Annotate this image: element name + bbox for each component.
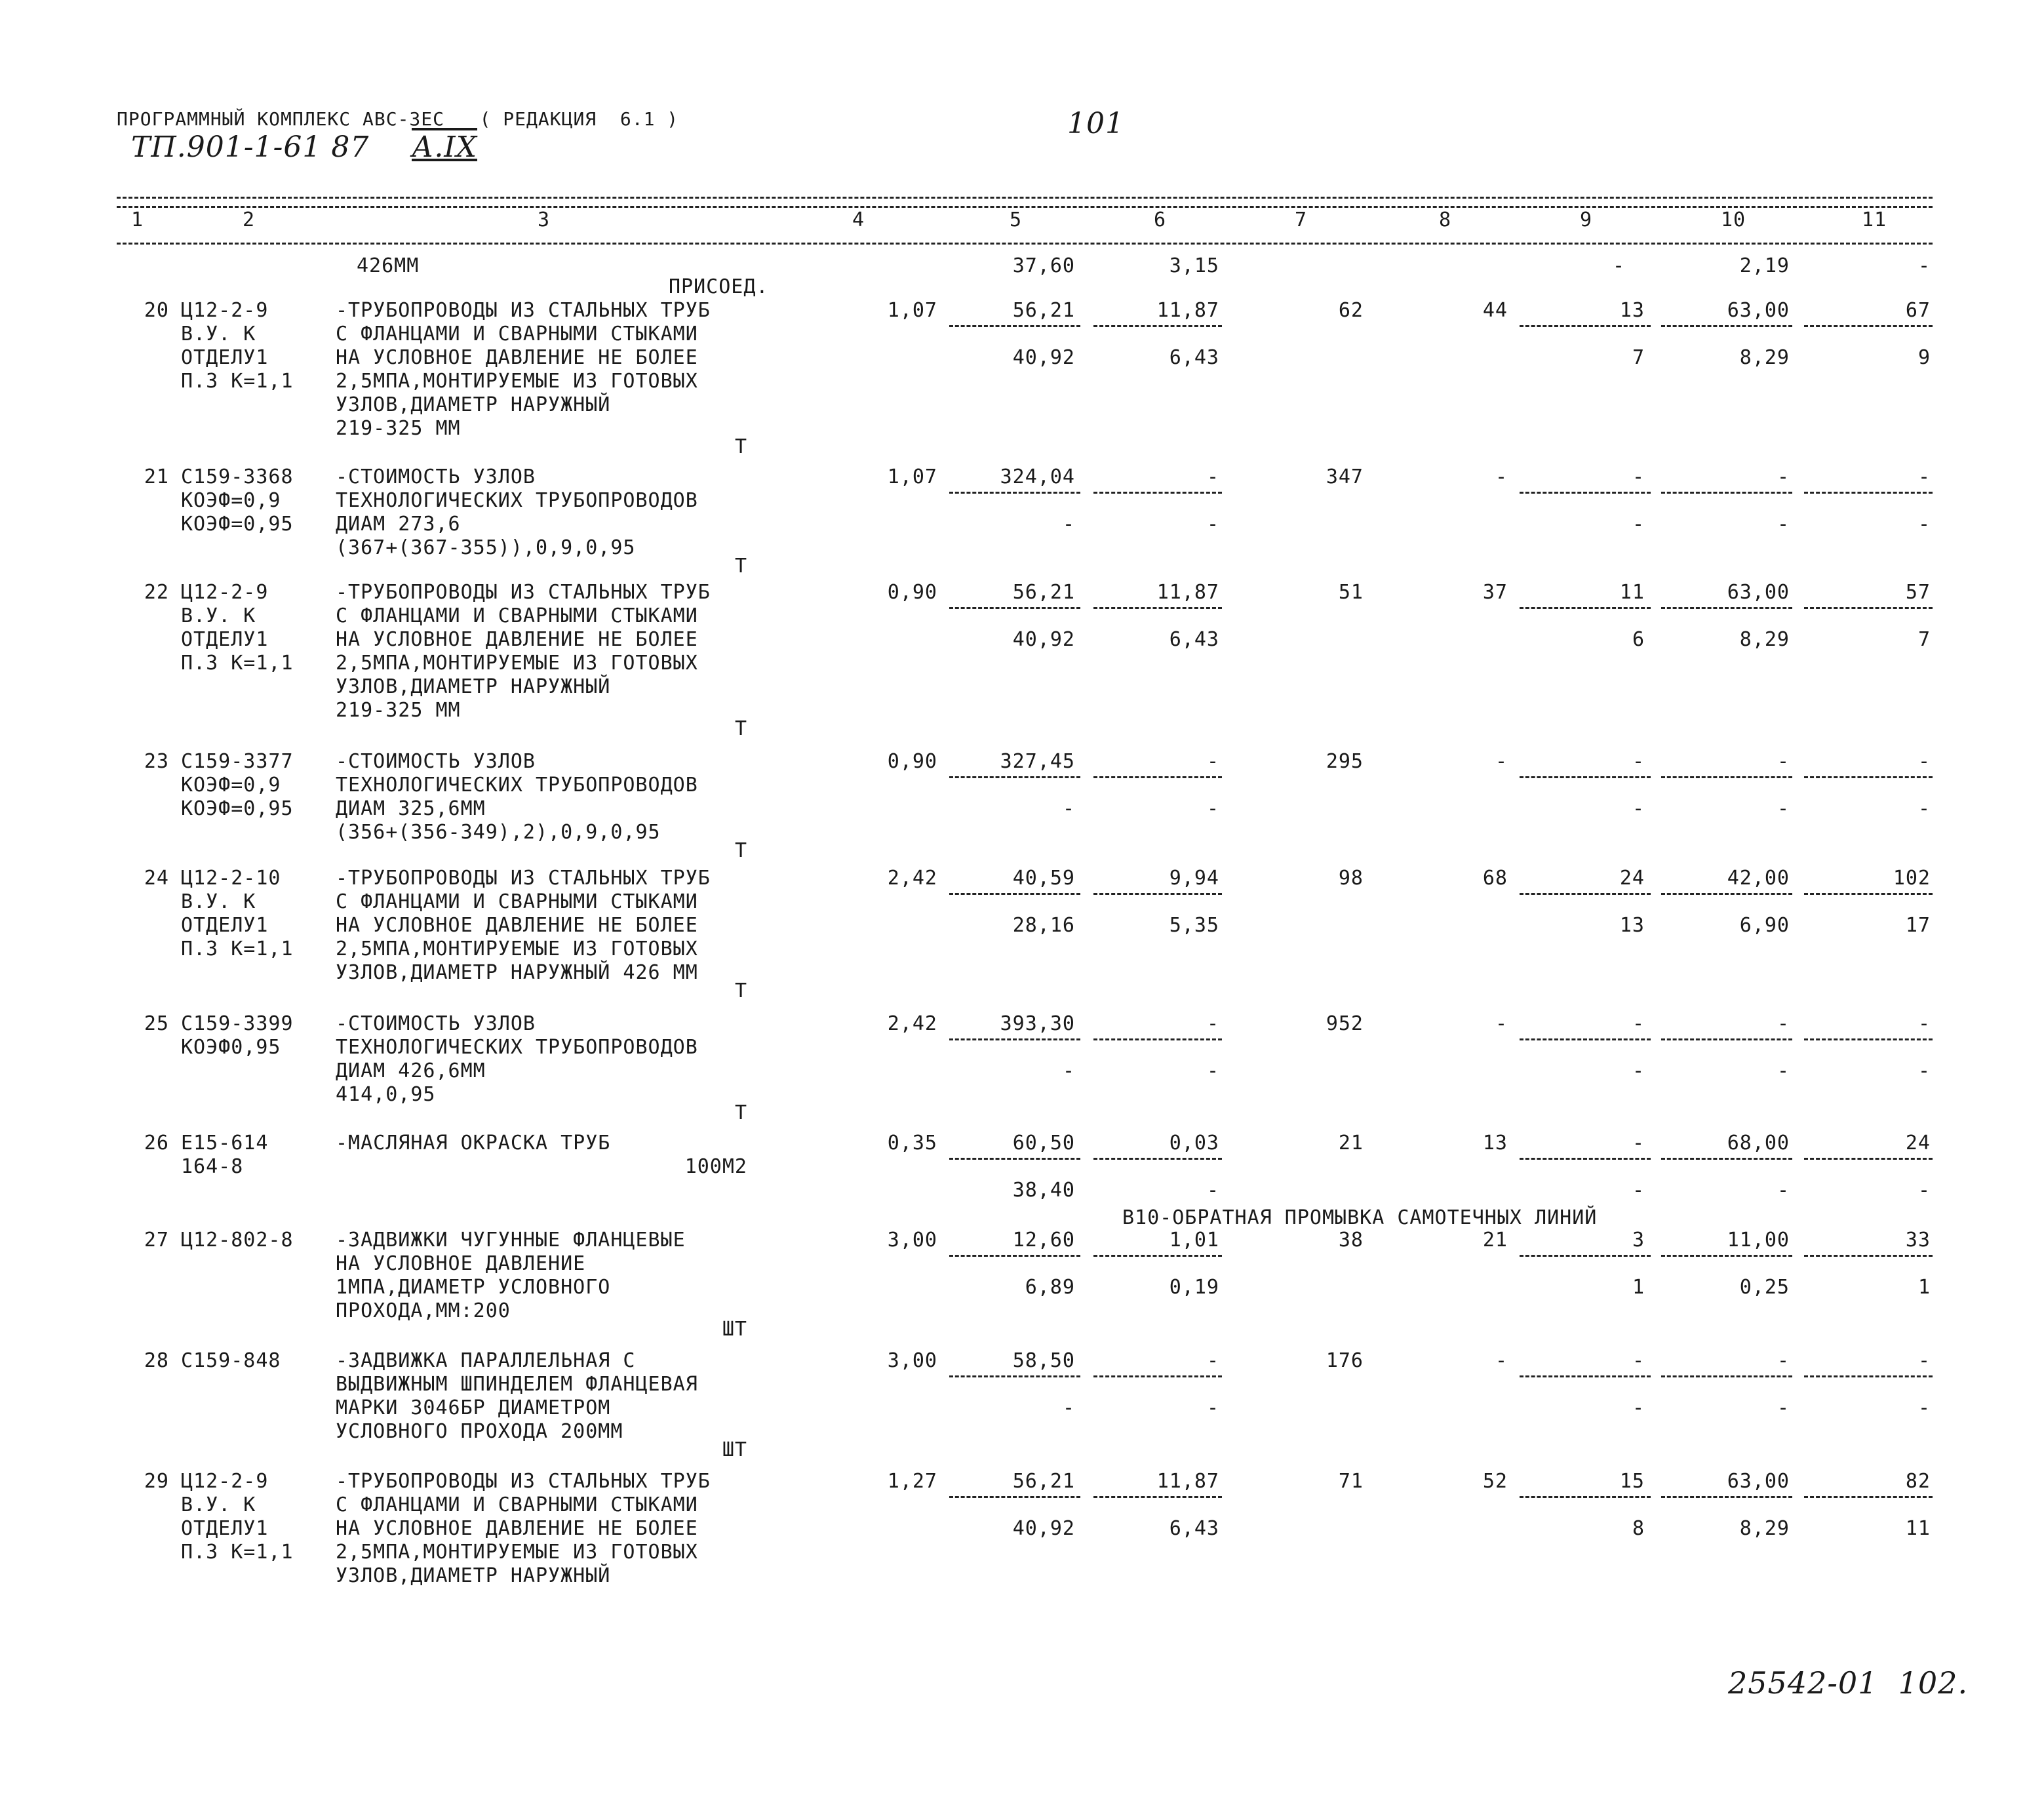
row-col11-bottom: - [1917, 1179, 1931, 1202]
row-col10-top: 63,00 [1727, 1470, 1790, 1493]
row-code-line: С159-848 [181, 1349, 281, 1372]
row-col11-bottom: - [1917, 1396, 1931, 1419]
row-col8: 68 [1482, 867, 1508, 890]
carry-over-col10: 2,19 [1739, 254, 1790, 277]
row-col6-bottom: - [1206, 1396, 1219, 1419]
row-col9-bottom: - [1632, 797, 1645, 820]
row-description-line: -ТРУБОПРОВОДЫ ИЗ СТАЛЬНЫХ ТРУБ [336, 1470, 711, 1493]
row-code-line: Ц12-2-10 [181, 867, 281, 890]
row-quantity: 3,00 [887, 1349, 937, 1372]
row-col5-top: 60,50 [1012, 1132, 1075, 1155]
row-col11-bottom: - [1917, 513, 1931, 536]
row-col10-top: 63,00 [1727, 299, 1790, 322]
row-description-line: УЗЛОВ,ДИАМЕТР НАРУЖНЫЙ [336, 1564, 611, 1587]
row-col9-divider [1520, 1255, 1651, 1257]
row-col8: 52 [1482, 1470, 1508, 1493]
row-col11-top: 67 [1905, 299, 1931, 322]
row-col5-top: 12,60 [1012, 1229, 1075, 1252]
row-number: 25 [144, 1012, 169, 1035]
row-description-line: -ТРУБОПРОВОДЫ ИЗ СТАЛЬНЫХ ТРУБ [336, 867, 711, 890]
row-description-line: -СТОИМОСТЬ УЗЛОВ [336, 750, 536, 773]
row-col8: - [1495, 1012, 1508, 1035]
carry-over-col6: 3,15 [1169, 254, 1219, 277]
row-col9-bottom: - [1632, 1179, 1645, 1202]
row-col5-top: 56,21 [1012, 299, 1075, 322]
row-description-line: 2,5МПА,МОНТИРУЕМЫЕ ИЗ ГОТОВЫХ [336, 1541, 698, 1564]
row-description-line: -СТОИМОСТЬ УЗЛОВ [336, 1012, 536, 1035]
row-col5-top: 58,50 [1012, 1349, 1075, 1372]
row-col9-bottom: - [1632, 513, 1645, 536]
row-col10-top: - [1777, 465, 1790, 488]
row-col11-divider [1804, 776, 1933, 778]
row-col11-bottom: - [1917, 797, 1931, 820]
footer-stamp: 25542-01 102. [1728, 1665, 1969, 1701]
column-header-6: 6 [1154, 208, 1167, 231]
row-col9-divider [1520, 776, 1651, 778]
row-description-line: С ФЛАНЦАМИ И СВАРНЫМИ СТЫКАМИ [336, 604, 698, 627]
row-description-line: -МАСЛЯНАЯ ОКРАСКА ТРУБ [336, 1132, 611, 1155]
row-description-line: УЗЛОВ,ДИАМЕТР НАРУЖНЫЙ [336, 393, 611, 416]
row-col11-bottom: 11 [1905, 1517, 1931, 1540]
row-description-line: С ФЛАНЦАМИ И СВАРНЫМИ СТЫКАМИ [336, 890, 698, 913]
row-description-line: ДИАМ 426,6ММ [336, 1059, 486, 1082]
row-col10-divider [1661, 1255, 1792, 1257]
project-code: ТП.901-1-61 87 [131, 130, 370, 164]
row-col11-divider [1804, 1375, 1933, 1377]
row-col6-bottom: - [1206, 1179, 1219, 1202]
row-col6-divider [1093, 607, 1222, 609]
row-col10-bottom: 8,29 [1739, 1517, 1790, 1540]
row-quantity: 1,07 [887, 299, 937, 322]
row-code-line: КОЭФ=0,9 [181, 489, 281, 512]
row-col10-divider [1661, 607, 1792, 609]
row-col5-bottom: 28,16 [1012, 914, 1075, 937]
row-description-line: 414,0,95 [336, 1083, 436, 1106]
header-rule-bottom [117, 243, 1933, 245]
row-description-line: НА УСЛОВНОЕ ДАВЛЕНИЕ НЕ БОЛЕЕ [336, 346, 698, 369]
row-col6-bottom: - [1206, 513, 1219, 536]
row-col5-divider [949, 776, 1080, 778]
row-code-line: КОЭФ=0,95 [181, 513, 294, 536]
row-col11-top: - [1917, 1349, 1931, 1372]
row-code-line: В.У. К [181, 323, 256, 346]
row-description-line: УСЛОВНОГО ПРОХОДА 200ММ [336, 1420, 623, 1443]
row-description-line: -СТОИМОСТЬ УЗЛОВ [336, 465, 536, 488]
row-col6-top: - [1206, 1012, 1219, 1035]
row-code-line: Ц12-2-9 [181, 299, 269, 322]
row-col10-top: 63,00 [1727, 581, 1790, 604]
row-description-line: ДИАМ 325,6ММ [336, 797, 486, 820]
row-col6-divider [1093, 776, 1222, 778]
row-description-line: МАРКИ 3046БР ДИАМЕТРОМ [336, 1396, 611, 1419]
row-col8: - [1495, 750, 1508, 773]
row-unit: Т [734, 435, 747, 458]
row-number: 27 [144, 1229, 169, 1252]
row-col5-divider [949, 1158, 1080, 1160]
row-code-line: ОТДЕЛУ1 [181, 628, 269, 651]
row-col7: 347 [1326, 465, 1364, 488]
row-col10-top: - [1777, 1349, 1790, 1372]
row-col7: 71 [1338, 1470, 1364, 1493]
row-col5-bottom: - [1062, 1059, 1075, 1082]
row-code-line: П.3 К=1,1 [181, 938, 294, 960]
row-code-line: ОТДЕЛУ1 [181, 914, 269, 937]
row-col6-divider [1093, 1496, 1222, 1498]
row-col6-bottom: 0,19 [1169, 1276, 1219, 1299]
row-col5-top: 56,21 [1012, 1470, 1075, 1493]
row-col6-divider [1093, 1375, 1222, 1377]
column-header-1: 1 [131, 208, 144, 231]
row-code-line: С159-3399 [181, 1012, 294, 1035]
row-code-line: В.У. К [181, 890, 256, 913]
column-header-11: 11 [1862, 208, 1887, 231]
carry-over-col11: - [1917, 254, 1931, 277]
row-col8: - [1495, 1349, 1508, 1372]
row-description-line: -ЗАДВИЖКИ ЧУГУННЫЕ ФЛАНЦЕВЫЕ [336, 1229, 686, 1252]
row-col10-divider [1661, 325, 1792, 327]
row-col5-bottom: 6,89 [1025, 1276, 1075, 1299]
row-description-line: ДИАМ 273,6 [336, 513, 461, 536]
row-col6-top: - [1206, 465, 1219, 488]
row-unit: Т [734, 979, 747, 1002]
row-col7: 952 [1326, 1012, 1364, 1035]
row-col9-bottom: 13 [1619, 914, 1645, 937]
row-description-line: С ФЛАНЦАМИ И СВАРНЫМИ СТЫКАМИ [336, 1493, 698, 1516]
row-description-line: УЗЛОВ,ДИАМЕТР НАРУЖНЫЙ 426 ММ [336, 961, 698, 984]
row-col6-divider [1093, 1255, 1222, 1257]
row-description-line: ТЕХНОЛОГИЧЕСКИХ ТРУБОПРОВОДОВ [336, 774, 698, 797]
row-unit: Т [734, 717, 747, 740]
row-col6-divider [1093, 1038, 1222, 1040]
row-quantity: 0,90 [887, 750, 937, 773]
row-col9-bottom: 1 [1632, 1276, 1645, 1299]
row-col9-divider [1520, 1375, 1651, 1377]
row-unit: 100М2 [684, 1155, 747, 1178]
row-description-line: 1МПА,ДИАМЕТР УСЛОВНОГО [336, 1276, 611, 1299]
carry-over-desc: 426ММ [357, 254, 420, 277]
row-col6-bottom: 6,43 [1169, 346, 1219, 369]
row-col9-top: 3 [1632, 1229, 1645, 1252]
row-col10-bottom: - [1777, 1179, 1790, 1202]
row-col6-divider [1093, 325, 1222, 327]
row-code-line: Ц12-2-9 [181, 581, 269, 604]
row-quantity: 2,42 [887, 867, 937, 890]
row-col11-divider [1804, 1158, 1933, 1160]
row-col9-divider [1520, 1158, 1651, 1160]
row-col9-bottom: 7 [1632, 346, 1645, 369]
row-col7: 51 [1338, 581, 1364, 604]
row-col6-top: 11,87 [1156, 581, 1219, 604]
row-col10-top: 11,00 [1727, 1229, 1790, 1252]
row-col6-bottom: 6,43 [1169, 628, 1219, 651]
row-col11-top: 82 [1905, 1470, 1931, 1493]
row-col9-bottom: 6 [1632, 628, 1645, 651]
row-description-line: 219-325 ММ [336, 699, 461, 722]
row-col11-divider [1804, 1255, 1933, 1257]
row-col11-bottom: - [1917, 1059, 1931, 1082]
row-col5-divider [949, 325, 1080, 327]
row-col11-top: 102 [1893, 867, 1931, 890]
row-prefix: ПРИСОЕД. [669, 275, 769, 298]
row-quantity: 1,27 [887, 1470, 937, 1493]
row-col10-bottom: - [1777, 797, 1790, 820]
row-col11-top: - [1917, 465, 1931, 488]
column-header-4: 4 [852, 208, 865, 231]
row-code-line: Е15-614 [181, 1132, 269, 1155]
carry-over-col5: 37,60 [1012, 254, 1075, 277]
row-code-line: КОЭФ=0,95 [181, 797, 294, 820]
row-col7: 98 [1338, 867, 1364, 890]
row-col5-divider [949, 492, 1080, 494]
row-col9-bottom: - [1632, 1396, 1645, 1419]
row-col10-top: 68,00 [1727, 1132, 1790, 1155]
row-col9-top: - [1632, 750, 1645, 773]
row-number: 29 [144, 1470, 169, 1493]
row-quantity: 0,35 [887, 1132, 937, 1155]
row-number: 22 [144, 581, 169, 604]
row-quantity: 2,42 [887, 1012, 937, 1035]
row-col9-divider [1520, 325, 1651, 327]
row-col5-top: 327,45 [1000, 750, 1075, 773]
row-col5-bottom: - [1062, 513, 1075, 536]
row-number: 21 [144, 465, 169, 488]
row-col5-top: 56,21 [1012, 581, 1075, 604]
row-description-line: ВЫДВИЖНЫМ ШПИНДЕЛЕМ ФЛАНЦЕВАЯ [336, 1373, 698, 1396]
row-col6-divider [1093, 492, 1222, 494]
row-col7: 38 [1338, 1229, 1364, 1252]
row-code-line: КОЭФ=0,9 [181, 774, 281, 797]
row-col11-bottom: 9 [1917, 346, 1931, 369]
row-unit: Т [734, 1101, 747, 1124]
row-col10-bottom: 0,25 [1739, 1276, 1790, 1299]
row-col5-bottom: 40,92 [1012, 346, 1075, 369]
row-col6-divider [1093, 1158, 1222, 1160]
row-col6-top: - [1206, 1349, 1219, 1372]
row-col8: 37 [1482, 581, 1508, 604]
row-col7: 62 [1338, 299, 1364, 322]
row-col8: - [1495, 465, 1508, 488]
row-col9-top: 11 [1619, 581, 1645, 604]
row-number: 24 [144, 867, 169, 890]
row-col5-top: 393,30 [1000, 1012, 1075, 1035]
row-description-line: 2,5МПА,МОНТИРУЕМЫЕ ИЗ ГОТОВЫХ [336, 370, 698, 393]
row-code-line: П.3 К=1,1 [181, 370, 294, 393]
row-col9-top: - [1632, 465, 1645, 488]
row-col9-top: - [1632, 1012, 1645, 1035]
row-col7: 21 [1338, 1132, 1364, 1155]
row-col11-bottom: 17 [1905, 914, 1931, 937]
row-col11-top: - [1917, 1012, 1931, 1035]
row-col10-top: - [1777, 1012, 1790, 1035]
row-col10-top: - [1777, 750, 1790, 773]
row-description-line: (356+(356-349),2),0,9,0,95 [336, 821, 661, 844]
row-quantity: 3,00 [887, 1229, 937, 1252]
row-unit: ШТ [722, 1438, 747, 1461]
row-col10-divider [1661, 776, 1792, 778]
row-col8: 13 [1482, 1132, 1508, 1155]
column-header-9: 9 [1580, 208, 1593, 231]
row-code-line: В.У. К [181, 604, 256, 627]
column-header-10: 10 [1721, 208, 1746, 231]
row-col9-top: 15 [1619, 1470, 1645, 1493]
row-col10-divider [1661, 1158, 1792, 1160]
row-number: 20 [144, 299, 169, 322]
row-code-line: С159-3368 [181, 465, 294, 488]
row-col10-divider [1661, 1496, 1792, 1498]
row-col5-divider [949, 893, 1080, 895]
header-rule-top [117, 197, 1933, 199]
column-header-8: 8 [1439, 208, 1452, 231]
column-header-3: 3 [538, 208, 551, 231]
row-description-line: 2,5МПА,МОНТИРУЕМЫЕ ИЗ ГОТОВЫХ [336, 938, 698, 960]
row-col9-top: - [1632, 1132, 1645, 1155]
row-code-line: 164-8 [181, 1155, 244, 1178]
carry-over-col9: - [1612, 254, 1625, 277]
row-col5-bottom: 40,92 [1012, 1517, 1075, 1540]
row-description-line: ПРОХОДА,ММ:200 [336, 1299, 511, 1322]
row-col9-divider [1520, 1496, 1651, 1498]
row-number: 23 [144, 750, 169, 773]
row-col6-top: 1,01 [1169, 1229, 1219, 1252]
row-description-line: 2,5МПА,МОНТИРУЕМЫЕ ИЗ ГОТОВЫХ [336, 652, 698, 675]
row-col5-divider [949, 1038, 1080, 1040]
row-description-line: -ЗАДВИЖКА ПАРАЛЛЕЛЬНАЯ С [336, 1349, 636, 1372]
row-code-line: В.У. К [181, 1493, 256, 1516]
row-col5-bottom: - [1062, 797, 1075, 820]
row-col6-top: 0,03 [1169, 1132, 1219, 1155]
row-col11-divider [1804, 1496, 1933, 1498]
row-description-line: НА УСЛОВНОЕ ДАВЛЕНИЕ НЕ БОЛЕЕ [336, 914, 698, 937]
row-col6-bottom: 6,43 [1169, 1517, 1219, 1540]
row-col11-top: 33 [1905, 1229, 1931, 1252]
row-number: 26 [144, 1132, 169, 1155]
row-unit: Т [734, 839, 747, 862]
row-code-line: П.3 К=1,1 [181, 652, 294, 675]
row-col5-bottom: 40,92 [1012, 628, 1075, 651]
row-col11-divider [1804, 492, 1933, 494]
row-col6-bottom: 5,35 [1169, 914, 1219, 937]
row-col11-bottom: 7 [1917, 628, 1931, 651]
row-description-line: -ТРУБОПРОВОДЫ ИЗ СТАЛЬНЫХ ТРУБ [336, 299, 711, 322]
row-col11-bottom: 1 [1917, 1276, 1931, 1299]
row-col10-bottom: - [1777, 513, 1790, 536]
row-col11-divider [1804, 325, 1933, 327]
row-code-line: КОЭФ0,95 [181, 1036, 281, 1059]
row-col10-divider [1661, 492, 1792, 494]
row-code-line: П.3 К=1,1 [181, 1541, 294, 1564]
row-code-line: Ц12-2-9 [181, 1470, 269, 1493]
row-col6-top: - [1206, 750, 1219, 773]
row-description-line: 219-325 ММ [336, 417, 461, 440]
row-col11-divider [1804, 1038, 1933, 1040]
row-unit: Т [734, 555, 747, 578]
row-col10-bottom: 8,29 [1739, 628, 1790, 651]
album-number: А.IX [412, 130, 478, 164]
row-col11-top: 24 [1905, 1132, 1931, 1155]
row-col10-bottom: 6,90 [1739, 914, 1790, 937]
row-col11-top: - [1917, 750, 1931, 773]
column-header-5: 5 [1010, 208, 1023, 231]
row-col11-divider [1804, 893, 1933, 895]
row-col5-bottom: 38,40 [1012, 1179, 1075, 1202]
row-col5-top: 324,04 [1000, 465, 1075, 488]
row-description-line: ТЕХНОЛОГИЧЕСКИХ ТРУБОПРОВОДОВ [336, 1036, 698, 1059]
row-col9-top: - [1632, 1349, 1645, 1372]
program-title: ПРОГРАММНЫЙ КОМПЛЕКС АВС-ЗЕС ( РЕДАКЦИЯ 6.1 ) [117, 108, 679, 130]
row-description-line: НА УСЛОВНОЕ ДАВЛЕНИЕ [336, 1252, 586, 1275]
row-col6-bottom: - [1206, 1059, 1219, 1082]
row-col5-divider [949, 1496, 1080, 1498]
row-col6-bottom: - [1206, 797, 1219, 820]
row-col10-bottom: - [1777, 1059, 1790, 1082]
row-description-line: -ТРУБОПРОВОДЫ ИЗ СТАЛЬНЫХ ТРУБ [336, 581, 711, 604]
row-description-line: НА УСЛОВНОЕ ДАВЛЕНИЕ НЕ БОЛЕЕ [336, 1517, 698, 1540]
row-col10-divider [1661, 1038, 1792, 1040]
row-description-line: НА УСЛОВНОЕ ДАВЛЕНИЕ НЕ БОЛЕЕ [336, 628, 698, 651]
column-header-7: 7 [1295, 208, 1308, 231]
row-col5-divider [949, 1375, 1080, 1377]
row-col9-divider [1520, 492, 1651, 494]
row-col6-divider [1093, 893, 1222, 895]
row-description-line: УЗЛОВ,ДИАМЕТР НАРУЖНЫЙ [336, 675, 611, 698]
section-note: В10-ОБРАТНАЯ ПРОМЫВКА САМОТЕЧНЫХ ЛИНИЙ [1122, 1206, 1598, 1229]
row-col9-bottom: - [1632, 1059, 1645, 1082]
row-quantity: 1,07 [887, 465, 937, 488]
row-col8: 44 [1482, 299, 1508, 322]
row-code-line: ОТДЕЛУ1 [181, 346, 269, 369]
row-col9-top: 13 [1619, 299, 1645, 322]
row-col5-divider [949, 607, 1080, 609]
row-col8: 21 [1482, 1229, 1508, 1252]
row-col6-top: 11,87 [1156, 1470, 1219, 1493]
page-number: 101 [1067, 107, 1124, 140]
row-col6-top: 9,94 [1169, 867, 1219, 890]
row-unit: ШТ [722, 1318, 747, 1341]
row-col10-bottom: - [1777, 1396, 1790, 1419]
row-col5-top: 40,59 [1012, 867, 1075, 890]
row-col7: 295 [1326, 750, 1364, 773]
row-col5-divider [949, 1255, 1080, 1257]
row-description-line: ТЕХНОЛОГИЧЕСКИХ ТРУБОПРОВОДОВ [336, 489, 698, 512]
row-quantity: 0,90 [887, 581, 937, 604]
row-col9-divider [1520, 893, 1651, 895]
header-rule-top-2 [117, 206, 1933, 208]
row-col9-divider [1520, 607, 1651, 609]
row-col9-divider [1520, 1038, 1651, 1040]
row-col9-top: 24 [1619, 867, 1645, 890]
row-col6-top: 11,87 [1156, 299, 1219, 322]
row-code-line: С159-3377 [181, 750, 294, 773]
row-code-line: ОТДЕЛУ1 [181, 1517, 269, 1540]
column-header-2: 2 [243, 208, 256, 231]
row-description-line: (367+(367-355)),0,9,0,95 [336, 536, 636, 559]
row-col10-divider [1661, 1375, 1792, 1377]
row-col5-bottom: - [1062, 1396, 1075, 1419]
row-col10-divider [1661, 893, 1792, 895]
row-col10-bottom: 8,29 [1739, 346, 1790, 369]
row-col7: 176 [1326, 1349, 1364, 1372]
row-description-line: С ФЛАНЦАМИ И СВАРНЫМИ СТЫКАМИ [336, 323, 698, 346]
row-number: 28 [144, 1349, 169, 1372]
row-col11-divider [1804, 607, 1933, 609]
row-col9-bottom: 8 [1632, 1517, 1645, 1540]
row-code-line: Ц12-802-8 [181, 1229, 294, 1252]
row-col11-top: 57 [1905, 581, 1931, 604]
row-col10-top: 42,00 [1727, 867, 1790, 890]
